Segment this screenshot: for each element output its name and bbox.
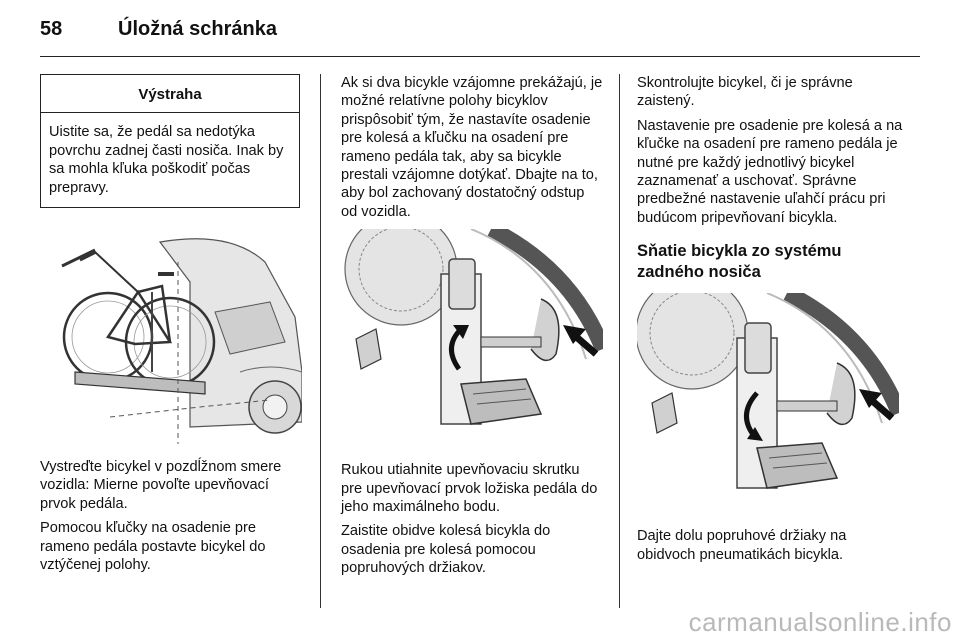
section-heading: Sňatie bicykla zo systému zadného nosiča: [637, 242, 842, 282]
paragraph: Vystreďte bicykel v pozdĺžnom smere vozidla: Mierne povoľte upevňovací prvok pedála.: [40, 459, 282, 512]
paragraph: Zaistite obidve kolesá bicykla do osadenia pre kolesá pomocou popruhových držiakov.: [341, 523, 551, 577]
paragraph: Rukou utiahnite upevňovaciu skrutku pre upevňovací prvok ložiska pedála do jeho maximálneho bodu.: [341, 462, 598, 516]
column-divider-1: [320, 74, 321, 608]
paragraph: Nastavenie pre osadenie pre kolesá a na kľučke na osadení pre rameno pedála je nutné pre každý jednotlivý bicykel zaznamenať a uschovať. Správne predbežné nastavenie uľahčí prácu pri budúcom pripevňovaní bicykla.: [637, 117, 903, 226]
column-3: [637, 74, 905, 570]
paragraph: Skontrolujte bicykel, či je správne zaistený.: [637, 75, 853, 110]
watermark-text: carmanualsonline.info: [688, 607, 952, 637]
paragraph: Pomocou kľučky na osadenie pre rameno pedála postavte bicykel do vztýčenej polohy.: [40, 520, 266, 574]
warning-box: [40, 74, 300, 208]
column-2: [341, 74, 603, 584]
page-title: Úložná schránka: [118, 18, 277, 40]
paragraph: Ak si dva bicykle vzájomne prekážajú, je možné relatívne polohy bicyklov prispôsobiť tým, že nastavíte osadenie pre kolesá a kľučku na osadení pre rameno pedála tak, aby sa bicykle prestali vzájomne dotýkať. Dbajte na to, aby bol zachovaný dostatočný odstup od vozidla.: [341, 75, 603, 220]
illustration-pedal-clamp-release: [637, 293, 899, 515]
warning-title: Výstraha: [41, 75, 299, 113]
page-number: 58: [40, 18, 63, 40]
page-header: [40, 16, 920, 60]
illustration-bike-on-rear-carrier: [40, 222, 302, 444]
column-1: [40, 74, 302, 580]
header-rule: [40, 56, 920, 57]
warning-text: Uistite sa, že pedál sa nedotýka povrchu zadnej časti nosiča. Inak by sa mohla kľuka poškodiť počas prepravy.: [49, 124, 284, 196]
column-divider-2: [619, 74, 620, 608]
paragraph: Dajte dolu popruhové držiaky na obidvoch pneumatikách bicykla.: [637, 528, 847, 563]
illustration-pedal-clamp-tighten: [341, 229, 603, 451]
